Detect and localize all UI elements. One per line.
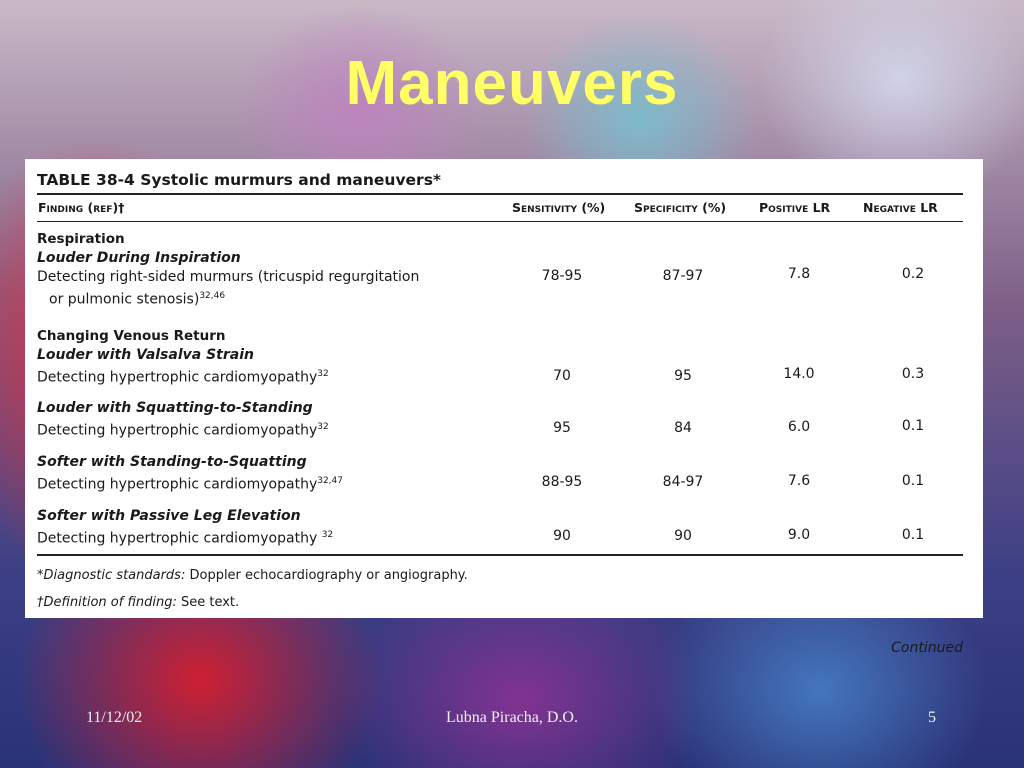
header-negative-lr: Negative LR — [863, 200, 938, 215]
footnote-diagnostic — [37, 562, 963, 589]
ref-sup: 32 — [317, 422, 329, 433]
finding-detail: Detecting hypertrophic cardiomyopathy — [37, 369, 318, 386]
header-sensitivity: Sensitivity (%) — [512, 200, 606, 215]
specificity-value: 84-97 — [662, 473, 704, 490]
finding-detail: Detecting hypertrophic cardiomyopathy — [37, 530, 322, 547]
maneuver-name: Louder During Inspiration — [37, 250, 241, 266]
group-name: Respiration — [37, 231, 125, 247]
ref-sup: 32 — [317, 368, 329, 379]
specificity-value: 95 — [674, 367, 692, 384]
negative-lr-value: 0.2 — [901, 266, 925, 282]
ref-sup: 32,47 — [317, 475, 343, 486]
footnotes — [37, 562, 963, 616]
table-row — [37, 399, 963, 441]
footnote-label: *Diagnostic standards: — [37, 568, 186, 584]
sensitivity-value: 78-95 — [541, 268, 583, 284]
slide-title: Maneuvers — [345, 49, 679, 118]
footnote-definition — [37, 589, 963, 616]
table-header — [37, 195, 963, 221]
finding-detail: Detecting hypertrophic cardiomyopathy — [37, 422, 318, 439]
footnote-label: †Definition of finding: — [37, 595, 177, 611]
rule-header — [37, 221, 963, 222]
maneuver-name: Softer with Standing-to-Squatting — [37, 453, 307, 470]
maneuver-name: Louder with Squatting-to-Standing — [37, 400, 313, 417]
table-row — [37, 453, 963, 495]
header-positive-lr: Positive LR — [759, 200, 831, 215]
specificity-value: 84 — [674, 420, 692, 437]
sensitivity-value: 88-95 — [541, 473, 583, 490]
ref-sup: 32 — [321, 529, 334, 540]
finding-detail-cont — [37, 287, 963, 310]
finding-detail: Detecting hypertrophic cardiomyopathy — [37, 476, 318, 493]
table-title: TABLE 38-4 Systolic murmurs and maneuvers* — [37, 171, 442, 189]
table-row — [37, 507, 963, 549]
negative-lr-value: 0.1 — [901, 472, 925, 489]
sensitivity-value: 90 — [553, 527, 571, 544]
continued-label: Continued — [891, 640, 963, 657]
positive-lr-value: 9.0 — [787, 526, 811, 543]
ref-sup: 32,46 — [199, 291, 226, 301]
negative-lr-value: 0.1 — [901, 418, 925, 435]
maneuver-name: Louder with Valsalva Strain — [37, 346, 254, 363]
rule-bottom — [37, 554, 963, 556]
footer-date: 11/12/02 — [86, 709, 143, 726]
finding-detail: Detecting right-sided murmurs (tricuspid regurgitation — [37, 269, 420, 285]
header-finding: Finding (ref)† — [38, 200, 125, 215]
table-row — [37, 327, 963, 388]
positive-lr-value: 7.8 — [787, 266, 811, 282]
positive-lr-value: 14.0 — [783, 365, 815, 382]
table-row — [37, 230, 963, 310]
specificity-value: 90 — [674, 527, 692, 544]
maneuver-name: Softer with Passive Leg Elevation — [37, 507, 301, 524]
footnote-text: Doppler echocardiography or angiography. — [185, 568, 468, 584]
finding-detail-2: or pulmonic stenosis) — [49, 291, 200, 308]
footer-page-number: 5 — [928, 709, 936, 726]
negative-lr-value: 0.3 — [901, 365, 925, 382]
positive-lr-value: 6.0 — [787, 419, 811, 436]
header-specificity: Specificity (%) — [634, 200, 727, 215]
positive-lr-value: 7.6 — [787, 472, 811, 489]
sensitivity-value: 95 — [553, 420, 571, 437]
sensitivity-value: 70 — [553, 367, 571, 384]
footer-author: Lubna Piracha, D.O. — [446, 709, 578, 726]
group-name: Changing Venous Return — [37, 327, 226, 344]
footnote-text: See text. — [176, 595, 240, 611]
negative-lr-value: 0.1 — [901, 526, 925, 543]
table-image — [25, 159, 983, 657]
specificity-value: 87-97 — [662, 268, 704, 284]
